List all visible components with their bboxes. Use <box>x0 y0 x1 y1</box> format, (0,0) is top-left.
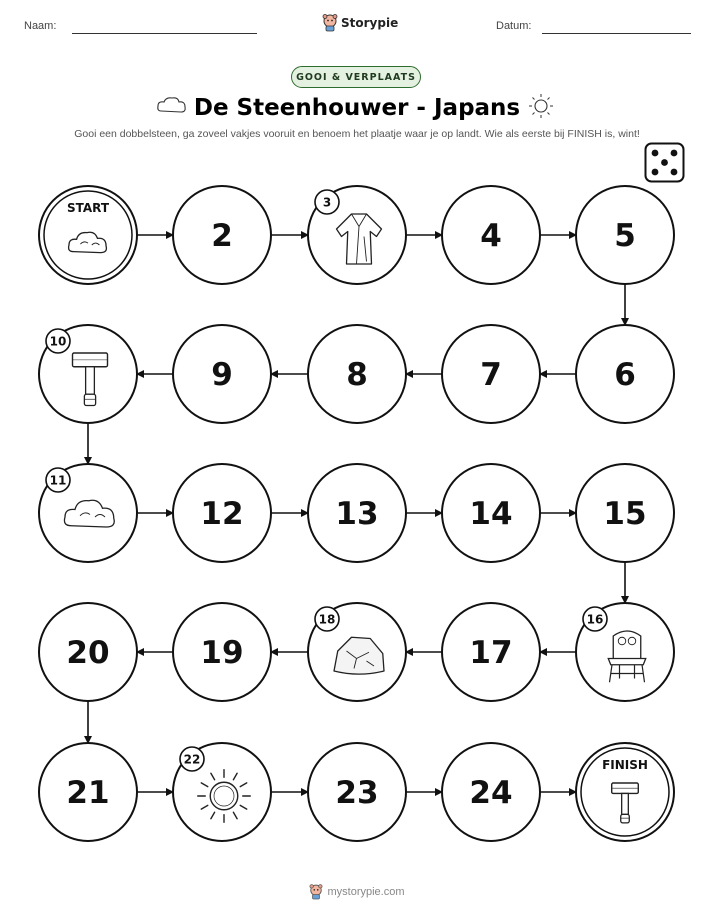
space-number: 19 <box>200 635 244 671</box>
board-space-1[interactable] <box>39 186 137 284</box>
space-number: 5 <box>614 218 636 254</box>
space-number: 11 <box>49 473 67 488</box>
board-space-25[interactable] <box>576 743 674 841</box>
instructions: Gooi een dobbelsteen, ga zoveel vakjes vooruit en benoem het plaatje waar je op landt. Wie als eerste bij FINISH is, wint! <box>74 128 640 140</box>
space-number: 22 <box>183 752 201 767</box>
space-number: 14 <box>469 496 513 532</box>
space-number: 21 <box>66 775 110 811</box>
board-space-21[interactable] <box>39 743 137 841</box>
board-space-19[interactable] <box>173 603 271 701</box>
footer-url: mystorypie.com <box>327 886 405 898</box>
board-space-24[interactable] <box>442 743 540 841</box>
game-type-badge: GOOI & VERPLAATS <box>291 66 421 88</box>
space-number: 23 <box>335 775 379 811</box>
board-space-9[interactable] <box>173 325 271 423</box>
space-number: 18 <box>318 612 336 627</box>
space-number: 15 <box>603 496 647 532</box>
space-number: 16 <box>586 612 604 627</box>
board-space-16[interactable] <box>576 603 674 701</box>
board-space-14[interactable] <box>442 464 540 562</box>
space-number: 3 <box>322 195 332 210</box>
space-number: 20 <box>66 635 110 671</box>
footer <box>0 884 714 900</box>
space-number: 6 <box>614 357 636 393</box>
space-number: 13 <box>335 496 379 532</box>
board-space-15[interactable] <box>576 464 674 562</box>
space-number: 2 <box>211 218 233 254</box>
space-label: FINISH <box>602 758 648 772</box>
board-space-4[interactable] <box>442 186 540 284</box>
space-number: 4 <box>480 218 502 254</box>
date-label: Datum: <box>496 20 532 32</box>
board-space-13[interactable] <box>308 464 406 562</box>
board-space-12[interactable] <box>173 464 271 562</box>
space-number: 12 <box>200 496 244 532</box>
space-number: 8 <box>346 357 368 393</box>
board-space-10[interactable] <box>39 325 137 423</box>
board-space-8[interactable] <box>308 325 406 423</box>
board-space-7[interactable] <box>442 325 540 423</box>
storypie-mascot-icon <box>309 884 323 900</box>
name-label: Naam: <box>24 20 57 32</box>
board-space-23[interactable] <box>308 743 406 841</box>
board-space-22[interactable] <box>173 743 271 841</box>
space-label: START <box>66 201 110 215</box>
board-space-6[interactable] <box>576 325 674 423</box>
space-number: 7 <box>480 357 502 393</box>
space-number: 10 <box>49 334 67 349</box>
board-space-17[interactable] <box>442 603 540 701</box>
board-space-5[interactable] <box>576 186 674 284</box>
space-number: 17 <box>469 635 513 671</box>
board-space-3[interactable] <box>308 186 406 284</box>
board-space-2[interactable] <box>173 186 271 284</box>
page-title: De Steenhouwer - Japans <box>193 95 521 121</box>
board-space-18[interactable] <box>308 603 406 701</box>
space-number: 9 <box>211 357 233 393</box>
board-space-20[interactable] <box>39 603 137 701</box>
board-space-11[interactable] <box>39 464 137 562</box>
space-number: 24 <box>469 775 513 811</box>
brand-name: Storypie <box>341 16 399 30</box>
